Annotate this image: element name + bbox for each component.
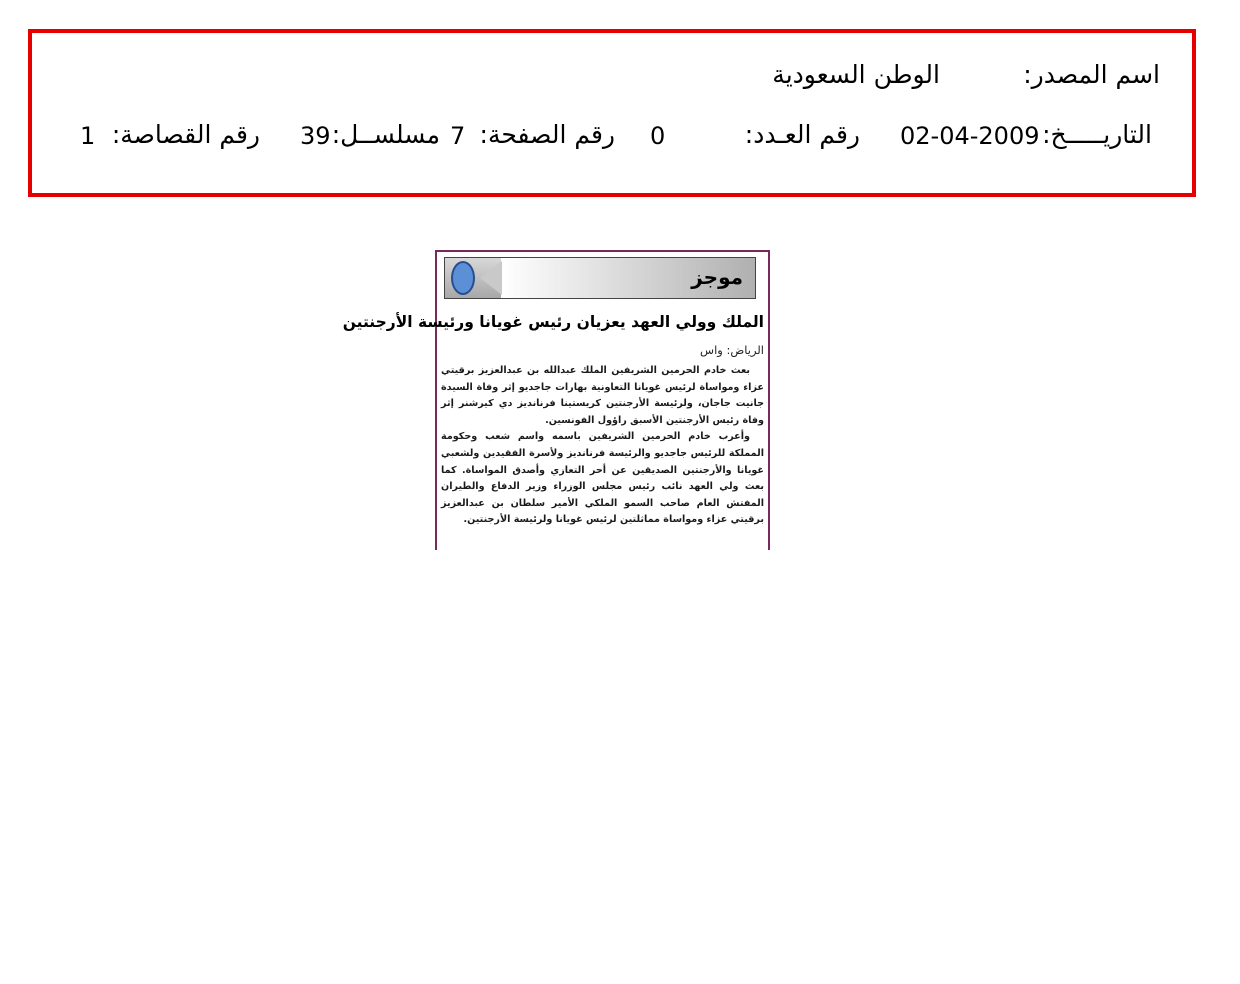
article-body [441,363,764,529]
source-info-box [28,29,1196,197]
banner-arrow-icon [480,261,502,295]
serial-label: مسلســل: [331,120,440,149]
article-dateline: الرياض: واس [700,343,764,357]
section-label: موجز [691,265,743,289]
article-paragraph: بعث خادم الحرمين الشريفين الملك عبدالله بن عبدالعزيز برقيتي عزاء ومواساة لرئيس غويانا التعاونية بهارات جاجديو إثر وفاة السيدة جانيت جاجان، ولرئيسة الأرجنتين كريستينا فرنانديز دي كيرشنر إثر وفاة رئيس الأرجنتين الأسبق راؤول الفونسين. [441,365,764,426]
page-label: رقم الصفحة: [479,120,615,149]
section-banner [444,257,756,299]
issue-label: رقم العـدد: [744,120,860,149]
blue-oval-icon [451,261,475,295]
source-value: الوطن السعودية [772,60,940,89]
page-value: 7 [450,122,466,150]
serial-value: 39 [300,122,331,150]
date-label: التاريـــــخ: [1042,120,1152,149]
date-value: 02-04-2009 [900,122,1040,150]
clip-number-label: رقم القصاصة: [111,120,260,149]
article-headline: الملك وولي العهد يعزيان رئيس غويانا ورئيسة الأرجنتين [342,313,764,331]
source-label: اسم المصدر: [1023,60,1160,89]
newspaper-clipping [342,250,770,550]
clip-number-value: 1 [80,122,96,150]
issue-value: 0 [650,122,666,150]
article-paragraph: وأعرب خادم الحرمين الشريفين باسمه واسم شعب وحكومة المملكة للرئيس جاجديو والرئيسة فرنانديز ولأسرة الفقيدين ولشعبي غويانا والأرجنتين الصديقين عن أحر التعازي وأصدق المواساة. كما بعث ولي العهد نائب رئيس مجلس الوزراء وزير الدفاع والطيران المفتش العام صاحب السمو الملكي الأمير سلطان بن عبدالعزيز برقيتي عزاء ومواساة مماثلتين لرئيس غويانا ولرئيسة الأرجنتين. [441,431,764,526]
